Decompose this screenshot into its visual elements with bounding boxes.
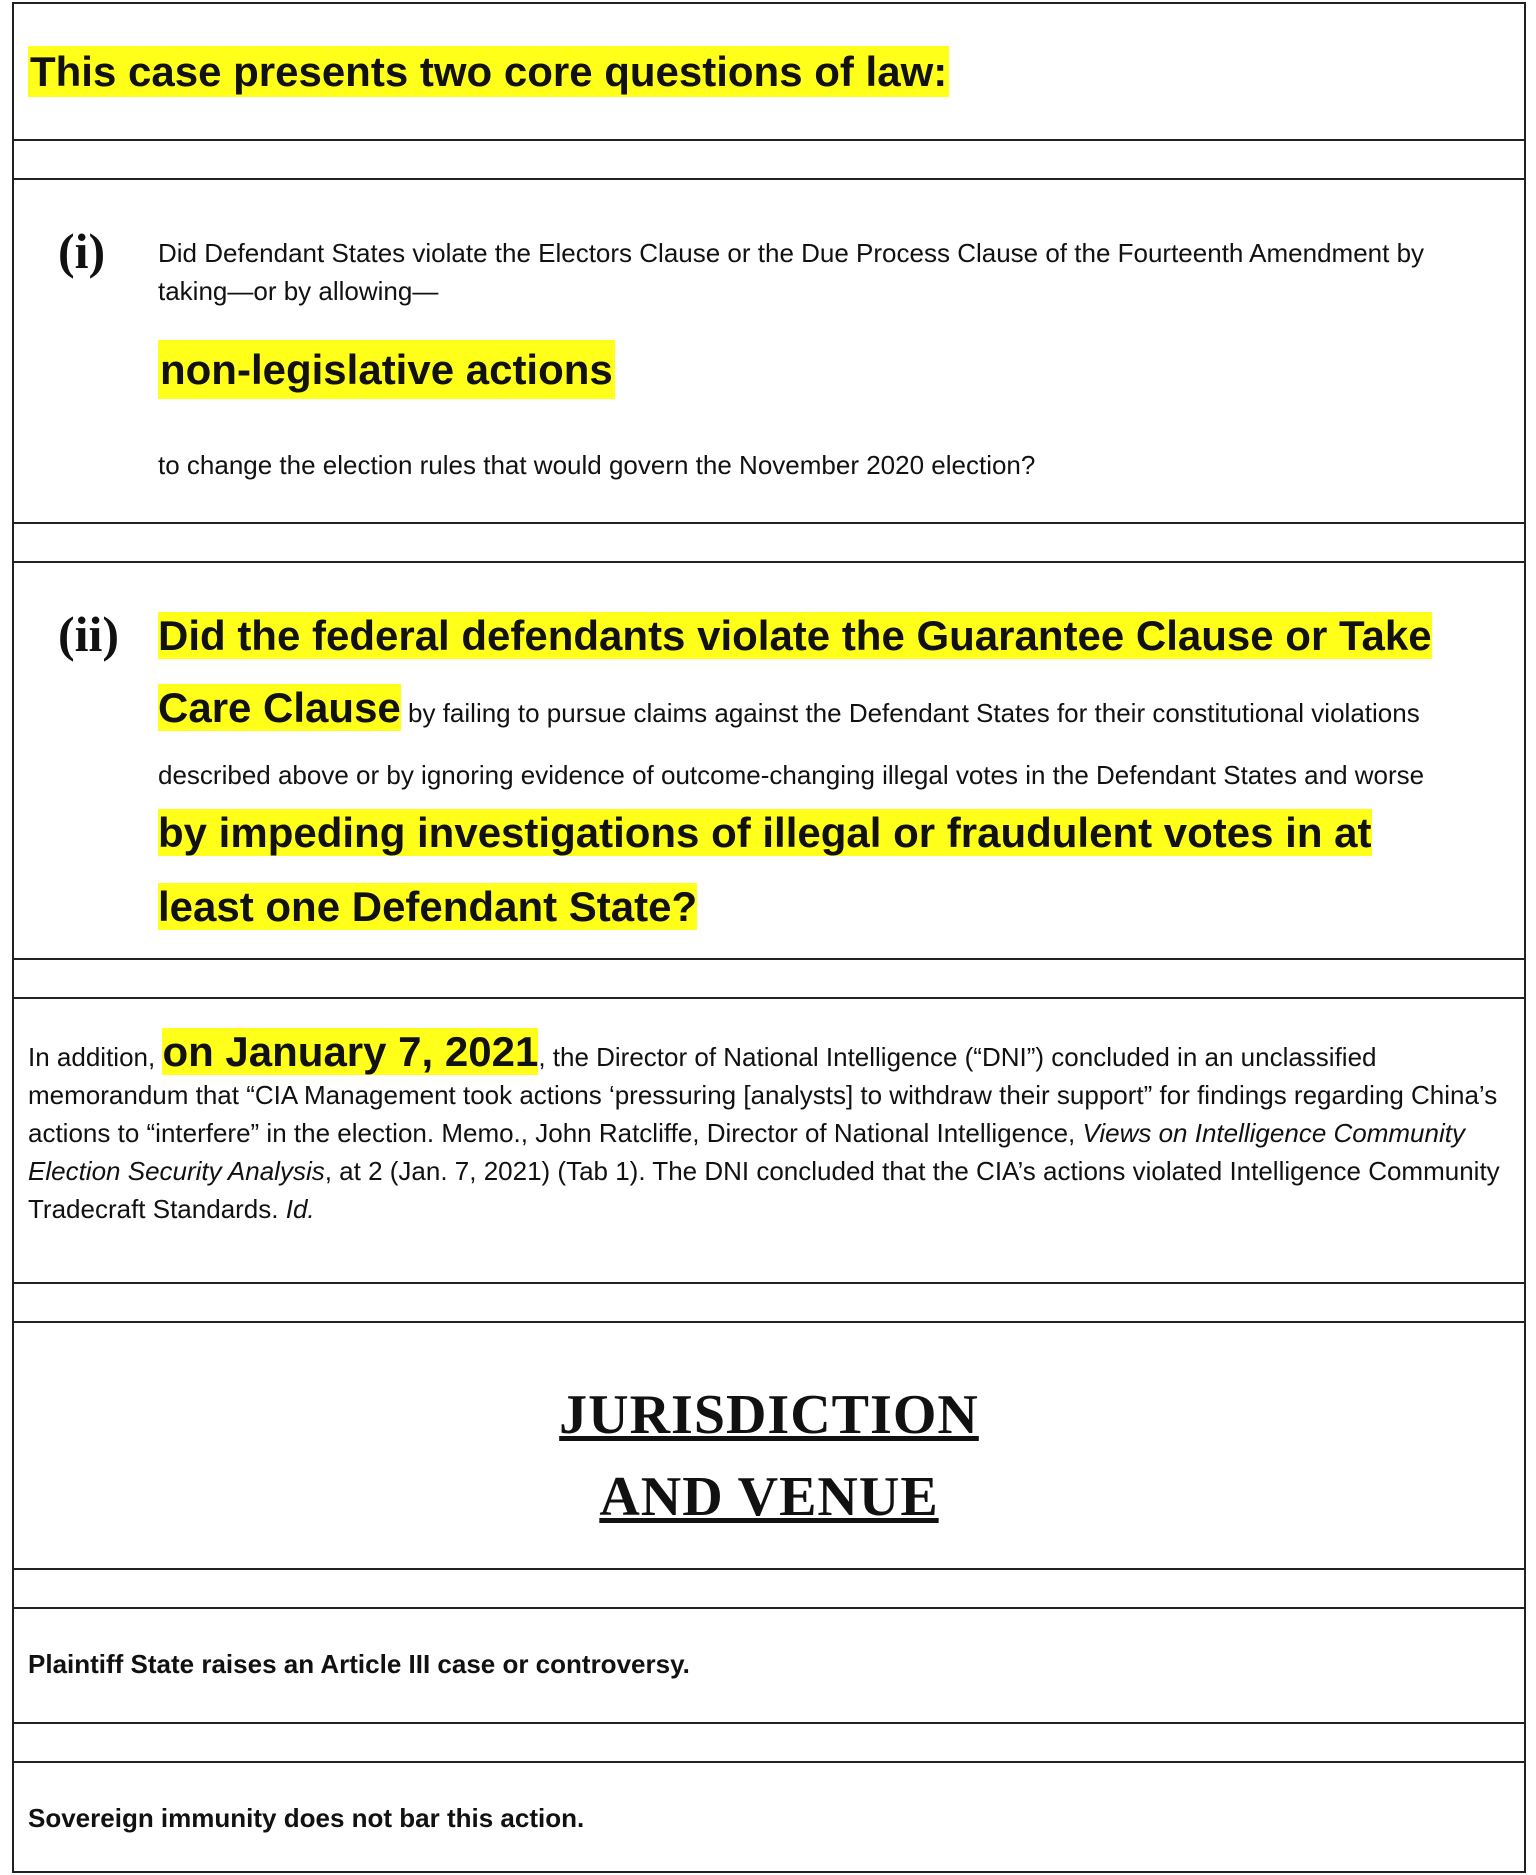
question-number: (ii): [58, 606, 120, 662]
question-ii-highlight-tail: by impeding investigations of illegal or fraudulent votes in at least one Defendant State?: [158, 809, 1372, 930]
intro-heading: This case presents two core questions of law:: [30, 48, 948, 95]
immunity-statement: Sovereign immunity does not bar this action.: [28, 1803, 585, 1833]
memo-title: Views on Intelligence Community Election Security Analysis: [28, 1118, 1465, 1186]
question-ii-highlight-lead: Did the federal defendants violate the Guarantee Clause or Take Care Clause: [158, 612, 1432, 731]
question-ii-block: [12, 561, 1526, 959]
rule-line: [12, 1871, 1526, 1873]
addition-prefix: In addition,: [28, 1042, 163, 1072]
spacer-row: [12, 958, 1526, 998]
addition-body-2: , at 2 (Jan. 7, 2021) (Tab 1). The DNI concluded that the CIA’s actions violated Intelligence Community Tradecraft Standards.: [28, 1156, 1500, 1224]
addition-paragraph: [28, 1028, 1508, 1228]
question-number: (i): [58, 223, 106, 279]
addition-date-highlight: on January 7, 2021: [162, 1028, 539, 1075]
addition-body-1: , the Director of National Intelligence (“DNI”) concluded in an unclassified memorandum that “CIA Management took actions ‘pressuring [analysts] to withdraw their support” for findings regarding China’s actions to “interfere” in the election. Memo., John Ratcliffe, Director of National Intelligence,: [28, 1042, 1498, 1148]
spacer-row: [12, 1722, 1526, 1762]
question-i-lead: Did Defendant States violate the Electors Clause or the Due Process Clause of the Fourteenth Amendment by taking—or by allowing—: [158, 238, 1425, 306]
jurisdiction-heading-line1: JURISDICTION: [559, 1384, 979, 1446]
immunity-block: [12, 1761, 1526, 1873]
spacer-row: [12, 1568, 1526, 1608]
id-citation: Id.: [285, 1194, 315, 1224]
jurisdiction-heading-line2: AND VENUE: [599, 1466, 939, 1528]
spacer-row: [12, 522, 1526, 562]
question-ii-middle: by failing to pursue claims against the Defendant States for their constitutional violations described above or by ignoring evidence of outcome-changing illegal votes in the Defendant States and worse: [158, 698, 1425, 790]
jurisdiction-block: [12, 1321, 1526, 1569]
question-i-tail: to change the election rules that would govern the November 2020 election?: [158, 450, 1036, 480]
article3-statement: Plaintiff State raises an Article III case or controversy.: [28, 1649, 690, 1679]
question-i-highlight: non-legislative actions: [158, 340, 615, 399]
intro-block: [12, 2, 1526, 140]
addition-block: [12, 997, 1526, 1283]
question-i-block: [12, 178, 1526, 523]
article3-block: [12, 1607, 1526, 1723]
spacer-row: [12, 139, 1526, 179]
spacer-row: [12, 1282, 1526, 1322]
